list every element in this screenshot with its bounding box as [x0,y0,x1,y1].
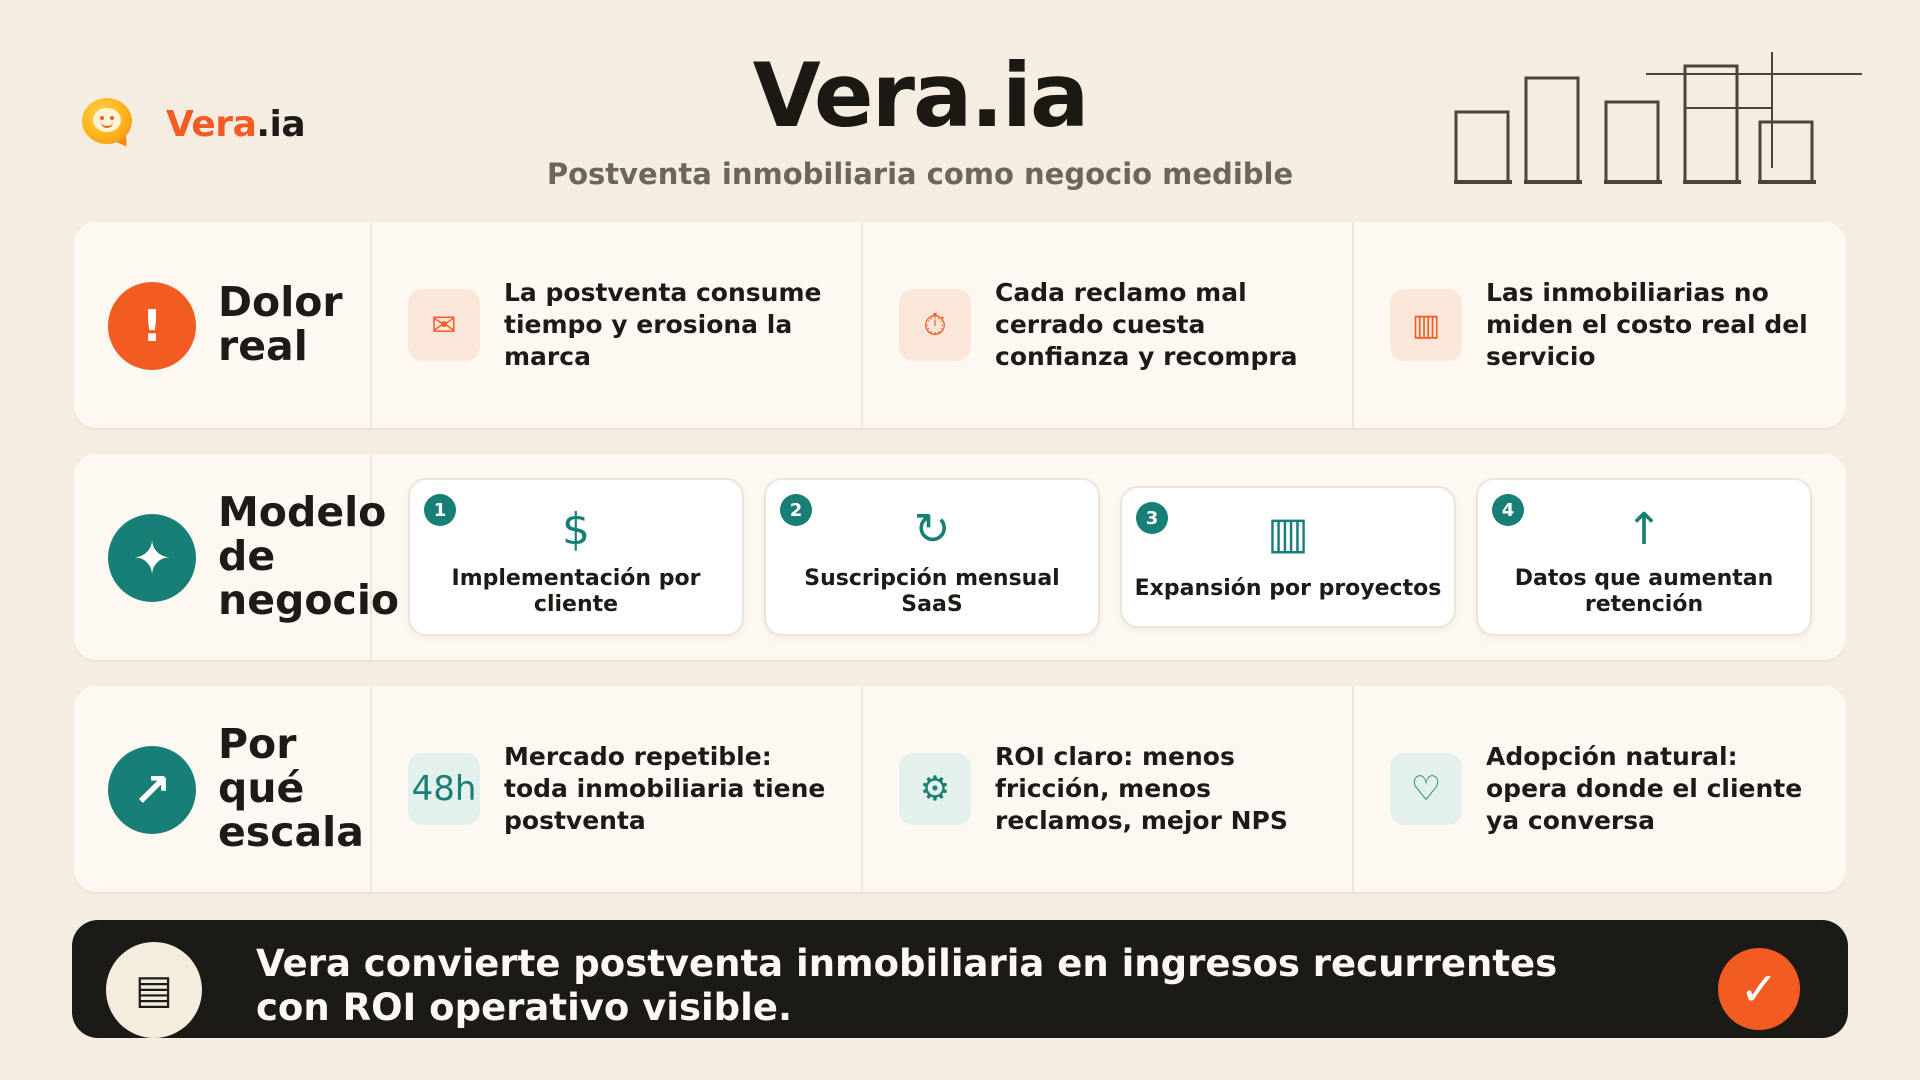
scale-title-line1: Por [218,720,297,768]
card-label: Datos que aumentan retención [1514,566,1774,617]
heart-icon: ♡ [1390,753,1462,825]
pain-item-text: La postventa consume tiempo y erosiona la marca [504,278,822,371]
dollar-icon: $ [562,504,590,555]
scale-row-header [74,686,372,892]
refresh-icon: ↻ [913,504,951,555]
pain-row [74,222,1846,428]
scale-item [863,686,1354,892]
model-card [408,478,744,636]
pain-row-header [74,222,372,428]
logo-brand: Vera [166,103,257,145]
pain-item [1354,222,1845,428]
model-row-header [74,454,400,660]
pain-item [863,222,1354,428]
pain-title-line1: Dolor [218,278,343,326]
business-model-row [74,454,1846,660]
pain-item-text: Las inmobiliarias no miden el costo real del servicio [1486,278,1808,371]
pain-item-text: Cada reclamo mal cerrado cuesta confianza y recompra [995,278,1298,371]
alert-icon: ! [108,282,196,370]
pain-title-line2: real [218,322,308,370]
card-label: Suscripción mensual SaaS [804,566,1060,617]
summary-banner [72,920,1848,1038]
arrow-up-icon: ↑ [1625,504,1663,555]
step-number: 3 [1136,502,1168,534]
scale-item [1354,686,1845,892]
scale-item [372,686,863,892]
scale-item-text: Adopción natural: opera donde el cliente ya conversa [1486,742,1803,835]
step-number: 1 [424,494,456,526]
scale-title-line3: escala [218,808,364,856]
page-title: Vera.ia [752,44,1088,147]
scale-item-text: ROI claro: menos fricción, menos reclamos, mejor NPS [995,742,1288,835]
pain-row-title [218,280,343,368]
page-subtitle: Postventa inmobiliaria como negocio medible [546,157,1294,191]
buildings-illustration [1450,50,1870,190]
card-label: Implementación por cliente [451,566,701,617]
pain-item [372,222,863,428]
model-card [1120,486,1456,628]
model-card [764,478,1100,636]
banner-text: Vera convierte postventa inmobiliaria en ingresos recurrentes con ROI operativo visible. [256,942,1558,1029]
step-number: 4 [1492,494,1524,526]
check-icon: ✓ [1718,948,1800,1030]
scale-title-line2: qué [218,764,305,812]
logo-tld: .ia [256,103,306,145]
model-title-line1: Modelo [218,488,387,536]
stopwatch-icon: ⏱ [899,289,971,361]
envelope-icon: ✉ [408,289,480,361]
gear-icon: ⚙ [899,753,971,825]
model-title-line3: negocio [218,576,400,624]
model-title-line2: de [218,532,276,580]
trend-arrow-icon: ↗ [108,746,196,834]
model-row-title [218,490,399,622]
card-label: Expansión por proyectos [1134,576,1442,601]
48h-icon: 48h [408,753,480,825]
scale-row-title [218,722,364,854]
model-card [1476,478,1812,636]
chart-icon: ▥ [1390,289,1462,361]
scale-item-text: Mercado repetible: toda inmobiliaria tiene postventa [504,742,826,835]
step-number: 2 [780,494,812,526]
document-icon: ▤ [106,942,202,1038]
sparkle-icon: ✦ [108,514,196,602]
why-scale-row [74,686,1846,892]
chart-icon: ▥ [1267,508,1309,559]
